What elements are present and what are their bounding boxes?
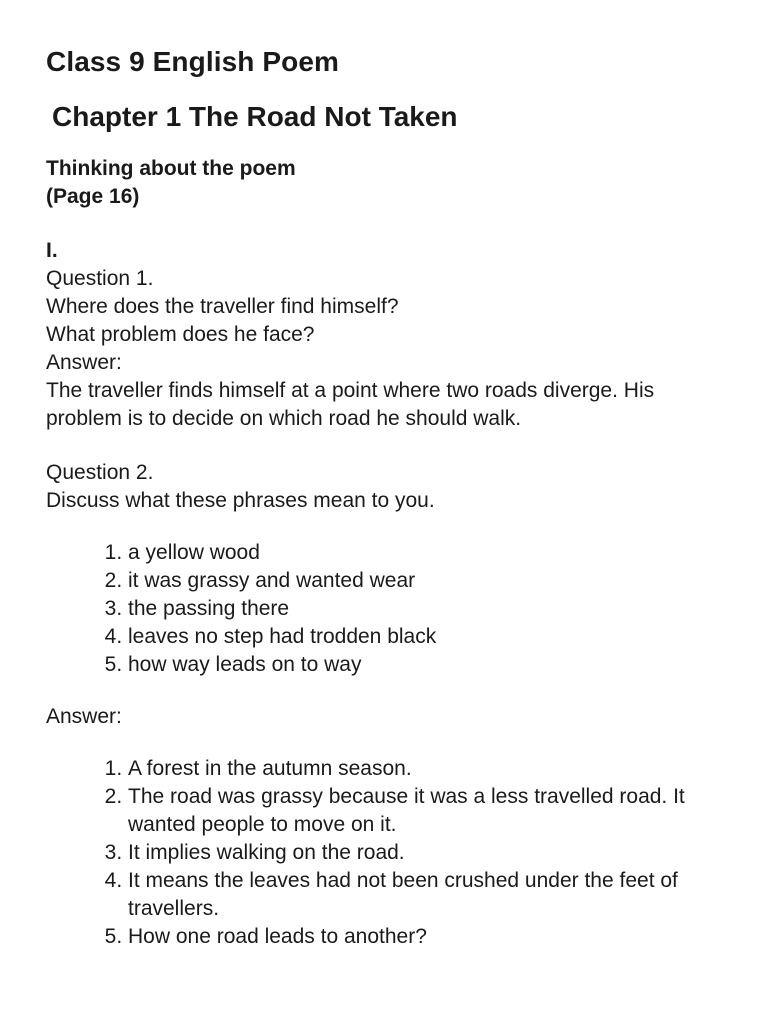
section-heading: Thinking about the poem <box>46 157 296 180</box>
section-roman-numeral: I. <box>46 239 58 262</box>
page-reference: (Page 16) <box>46 185 140 208</box>
list-item: 5. How one road leads to another? <box>128 923 736 951</box>
content-body <box>46 155 736 951</box>
question-1-answer-label: Answer: <box>46 351 122 374</box>
question-2-prompt: Discuss what these phrases mean to you. <box>46 489 435 512</box>
question-1-answer-line-1: The traveller finds himself at a point where two roads diverge. His <box>46 379 655 402</box>
list-item: 1. a yellow wood <box>128 539 736 567</box>
question-2-label: Question 2. <box>46 461 154 484</box>
question-1-line-1: Where does the traveller find himself? <box>46 295 399 318</box>
list-item: 4. leaves no step had trodden black <box>128 623 736 651</box>
question-1-answer-line-2: problem is to decide on which road he should walk. <box>46 407 522 430</box>
list-item: 5. how way leads on to way <box>128 651 736 679</box>
phrases-list <box>46 539 736 679</box>
list-item: 3. the passing there <box>128 595 736 623</box>
question-2-answer-label: Answer: <box>46 705 122 728</box>
list-item: 2. it was grassy and wanted wear <box>128 567 736 595</box>
answers-list <box>46 755 736 951</box>
list-item: 4. It means the leaves had not been crushed under the feet of travellers. <box>128 867 728 923</box>
list-item: 2. The road was grassy because it was a less travelled road. It wanted people to move on it. <box>128 783 708 839</box>
question-1-label: Question 1. <box>46 267 154 290</box>
list-item: 1. A forest in the autumn season. <box>128 755 736 783</box>
page-title: Class 9 English Poem <box>46 46 339 77</box>
question-1-line-2: What problem does he face? <box>46 323 315 346</box>
list-item: 3. It implies walking on the road. <box>128 839 736 867</box>
chapter-title: Chapter 1 The Road Not Taken <box>52 101 458 132</box>
